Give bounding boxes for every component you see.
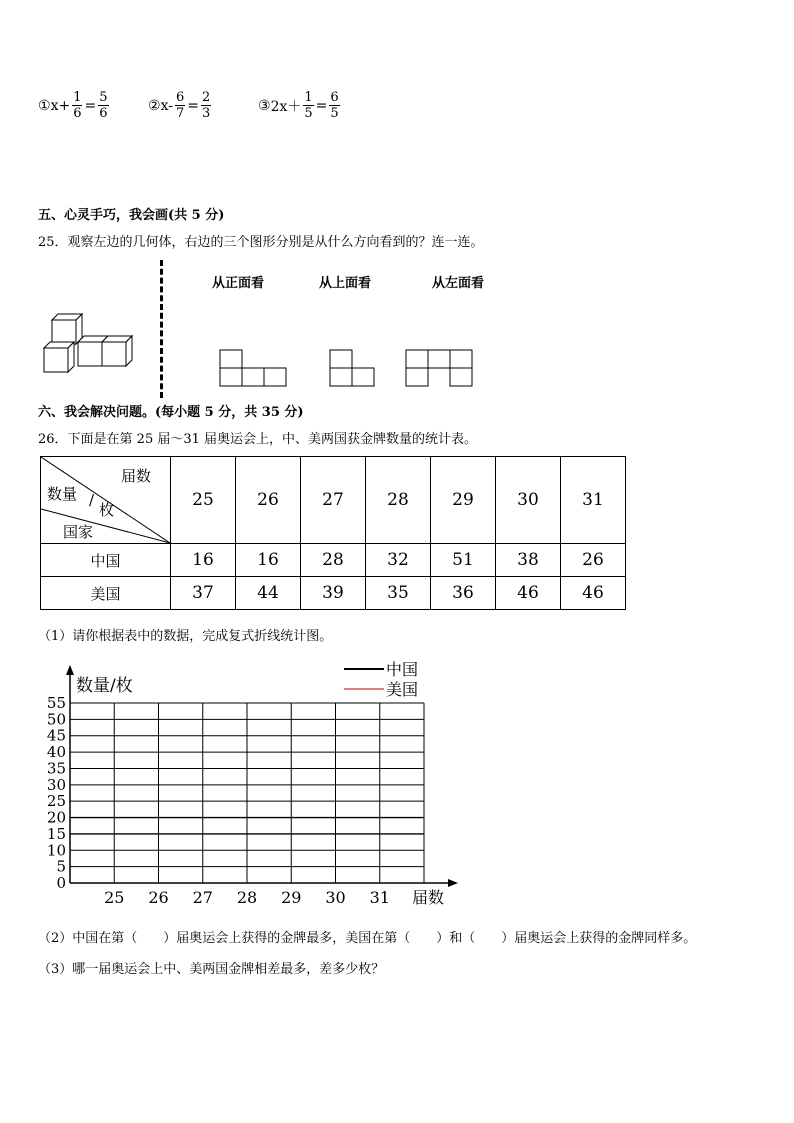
view-shape-3 (405, 349, 475, 387)
y-tick-label: 55 (46, 694, 66, 712)
fraction: $\frac{6}{7}$ (175, 90, 185, 121)
session-header: 26 (236, 457, 301, 544)
view-shape-1 (219, 349, 289, 387)
table-cell: 46 (561, 577, 626, 610)
equals-sign: = (84, 97, 97, 114)
equals-sign: = (315, 97, 328, 114)
question-25-text: 25．观察左边的几何体，右边的三个图形分别是从什么方向看到的？连一连。 (38, 235, 484, 250)
row-label: 美国 (41, 577, 171, 610)
y-tick-label: 30 (46, 775, 66, 794)
fraction: $\frac{5}{6}$ (99, 90, 108, 121)
sub-question-2: （2）中国在第（ ）届奥运会上获得的金牌最多，美国在第（ ）和（ ）届奥运会上获得的金牌同样多。 (38, 931, 697, 946)
equation-number: ② (148, 97, 161, 114)
table-cell: 16 (236, 544, 301, 577)
table-cell: 32 (366, 544, 431, 577)
table-cell: 36 (431, 577, 496, 610)
y-tick-label: 15 (46, 824, 66, 843)
x-tick-label: 31 (369, 888, 390, 907)
sub-question-3: （3）哪一届奥运会上中、美两国金牌相差最多，差多少枚？ (38, 962, 385, 977)
table-cell: 16 (171, 544, 236, 577)
table-cell: 39 (301, 577, 366, 610)
sub-question-1: （1）请你根据表中的数据，完成复式折线统计图。 (38, 629, 333, 644)
row-label: 中国 (41, 544, 171, 577)
equation-prefix: x+ (50, 97, 71, 114)
equation-prefix: 2x＋ (270, 98, 302, 115)
fraction: $\frac{1}{5}$ (304, 90, 313, 121)
x-tick-label: 26 (148, 888, 169, 907)
table-cell: 35 (366, 577, 431, 610)
equation-3 (258, 90, 342, 121)
y-tick-label: 50 (46, 710, 66, 729)
table-header-cell (41, 457, 171, 544)
equals-sign: = (187, 97, 199, 114)
fraction: $\frac{6}{5}$ (330, 90, 339, 121)
dashed-divider (160, 260, 163, 398)
y-tick-label: 10 (46, 841, 66, 860)
y-tick-label: 20 (46, 808, 66, 827)
legend-label: 美国 (386, 680, 419, 699)
table-cell: 37 (171, 577, 236, 610)
table-cell: 44 (236, 577, 301, 610)
header-label-slash: / (89, 491, 95, 509)
header-label-sessions: 届数 (121, 467, 152, 485)
y-tick-label: 35 (46, 759, 66, 778)
equation-prefix: x- (160, 97, 173, 114)
x-axis-arrow (448, 879, 458, 887)
session-header: 29 (431, 457, 496, 544)
table-cell: 26 (561, 544, 626, 577)
session-header: 30 (496, 457, 561, 544)
y-axis-arrow (66, 665, 74, 675)
header-label-quantity: 数量 (47, 485, 78, 503)
table-cell: 38 (496, 544, 561, 577)
table-cell: 51 (431, 544, 496, 577)
y-tick-label: 40 (46, 743, 66, 762)
view-label-left: 从左面看 (432, 276, 485, 291)
equation-2 (148, 90, 213, 121)
x-tick-label: 30 (325, 888, 346, 907)
medal-table (40, 456, 626, 610)
line-chart (36, 655, 466, 910)
x-tick-label: 27 (192, 888, 213, 907)
equation-1 (38, 90, 111, 121)
header-label-unit: 枚 (99, 501, 115, 519)
y-tick-label: 0 (56, 874, 66, 892)
x-tick-label: 28 (236, 888, 258, 907)
cube-solid-figure (40, 312, 140, 374)
session-header: 25 (171, 457, 236, 544)
fraction: $\frac{1}{6}$ (73, 90, 82, 121)
view-label-front: 从正面看 (212, 276, 265, 291)
x-axis-label: 届数 (412, 888, 445, 907)
equation-number: ③ (258, 97, 271, 114)
x-tick-label: 29 (281, 888, 302, 907)
view-shape-2 (329, 349, 377, 387)
fraction: $\frac{2}{3}$ (201, 90, 211, 121)
session-header: 27 (301, 457, 366, 544)
table-cell: 28 (301, 544, 366, 577)
x-tick-label: 25 (104, 888, 125, 907)
section-5-title: 五、心灵手巧，我会画(共 5 分) (38, 208, 225, 223)
y-tick-label: 45 (46, 726, 66, 745)
table-row-china (41, 544, 626, 577)
y-tick-label: 5 (56, 857, 66, 876)
table-row-usa (41, 577, 626, 610)
session-header: 28 (366, 457, 431, 544)
section-6-title: 六、我会解决问题。(每小题 5 分，共 35 分) (38, 405, 304, 420)
question-26-text: 26．下面是在第 25 届～31 届奥运会上，中、美两国获金牌数量的统计表。 (38, 432, 478, 447)
header-label-country: 国家 (63, 523, 94, 541)
session-header: 31 (561, 457, 626, 544)
legend-label: 中国 (386, 660, 419, 679)
view-label-top: 从上面看 (319, 276, 372, 291)
table-cell: 46 (496, 577, 561, 610)
equation-number: ① (38, 97, 51, 114)
y-axis-label: 数量/枚 (76, 676, 133, 696)
y-tick-label: 25 (46, 792, 66, 811)
